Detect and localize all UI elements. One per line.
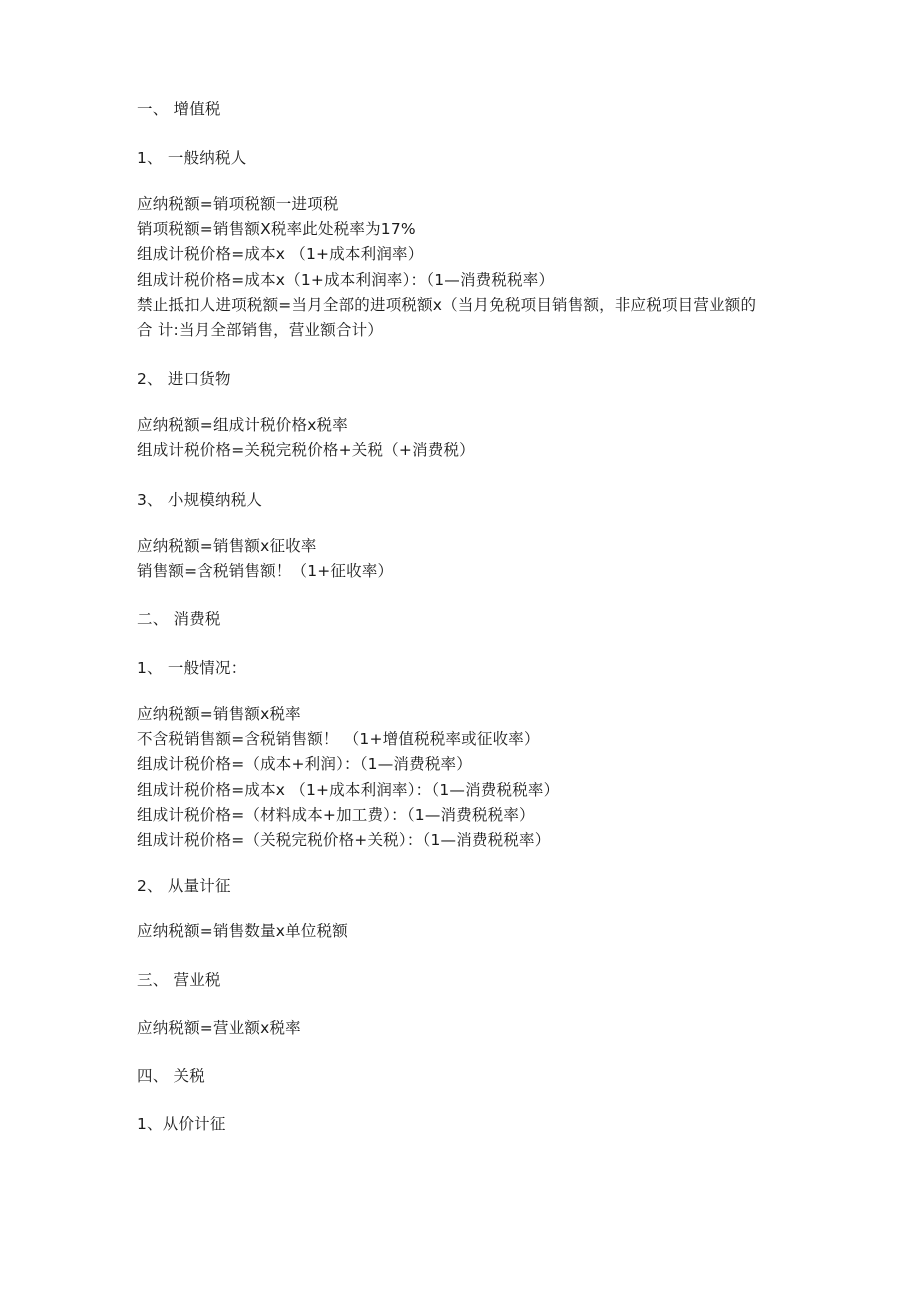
formula-line: 组成计税价格=成本x（1+成本利润率）：（1—消费税税率）: [137, 271, 555, 289]
section-heading-customs: 四、 关税: [137, 1067, 205, 1085]
formula-line: 销项税额=销售额X税率此处税率为17%: [137, 220, 416, 238]
subsection-heading-general-taxpayer: 1、 一般纳税人: [137, 149, 247, 167]
formula-line: 组成计税价格=关税完税价格+关税（+消费税）: [137, 441, 475, 459]
formula-line: 应纳税额=营业额x税率: [137, 1019, 301, 1037]
subsection-heading-small-taxpayer: 3、 小规模纳税人: [137, 491, 263, 509]
formula-line: 组成计税价格=成本x （1+成本利润率）：（1—消费税税率）: [137, 781, 560, 799]
formula-line: 合 计:当月全部销售，营业额合计）: [137, 321, 384, 339]
formula-line: 应纳税额=销售额x征收率: [137, 537, 317, 555]
section-heading-vat: 一、 增值税: [137, 100, 221, 118]
formula-line: 应纳税额=组成计税价格x税率: [137, 416, 348, 434]
subsection-heading-general-case: 1、 一般情况：: [137, 659, 247, 677]
formula-line: 组成计税价格=（材料成本+加工费）：（1—消费税税率）: [137, 806, 535, 824]
formula-line: 应纳税额=销售数量x单位税额: [137, 922, 348, 940]
section-heading-consumption-tax: 二、 消费税: [137, 610, 221, 628]
formula-line: 应纳税额=销售额x税率: [137, 705, 301, 723]
formula-line: 不含税销售额=含税销售额！ （1+增值税税率或征收率）: [137, 730, 540, 748]
subsection-heading-ad-valorem: 1、从价计征: [137, 1115, 226, 1133]
formula-line: 组成计税价格=（成本+利润）：（1—消费税率）: [137, 755, 472, 773]
subsection-heading-import-goods: 2、 进口货物: [137, 370, 231, 388]
formula-line: 禁止抵扣人进项税额=当月全部的进项税额x（当月免税项目销售额，非应税项目营业额的: [137, 296, 757, 314]
formula-line: 组成计税价格=成本x （1+成本利润率）: [137, 245, 424, 263]
subsection-heading-quantity-based: 2、 从量计征: [137, 877, 231, 895]
formula-line: 销售额=含税销售额！（1+征收率）: [137, 562, 394, 580]
formula-line: 组成计税价格=（关税完税价格+关税）：（1—消费税税率）: [137, 831, 551, 849]
formula-line: 应纳税额=销项税额一进项税: [137, 195, 339, 213]
section-heading-business-tax: 三、 营业税: [137, 971, 221, 989]
